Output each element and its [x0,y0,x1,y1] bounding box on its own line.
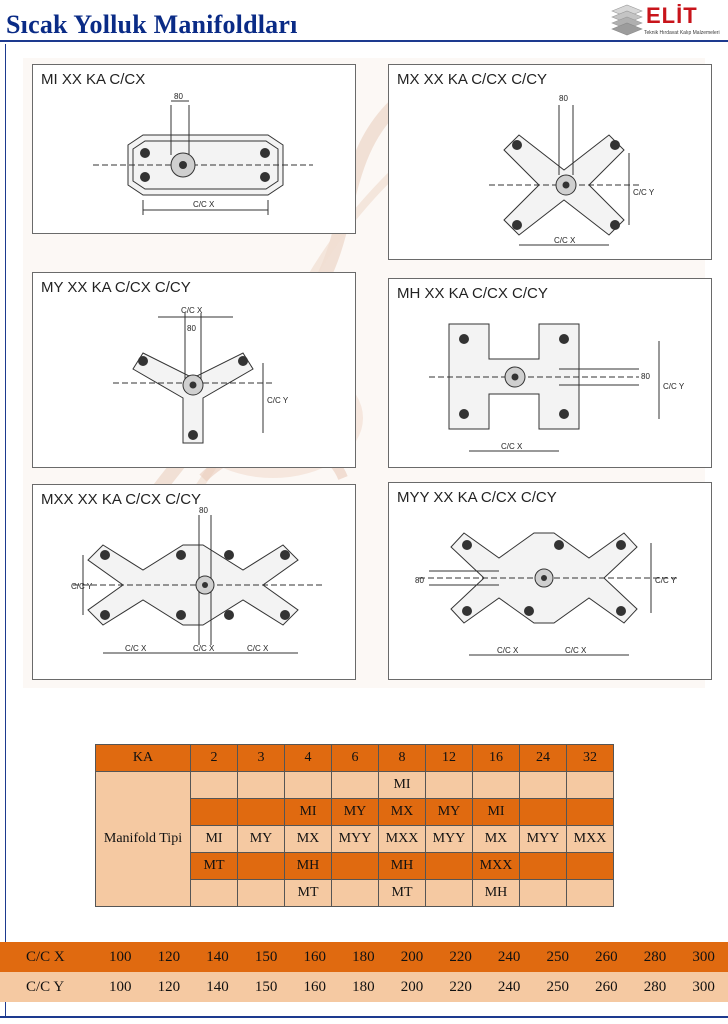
header-rule [0,40,728,42]
table-cell: 260 [582,942,631,972]
diagram-panel-mh [388,278,712,468]
footer-rule [0,1016,728,1018]
manifold-mx-drawing [389,65,711,259]
manifold-myy-drawing [389,483,711,679]
table-cell: 240 [485,942,534,972]
table-cell: MX [473,826,520,853]
table-cell: 150 [242,942,291,972]
table-cell: 250 [533,942,582,972]
table-header-cell: 6 [332,745,379,772]
table-cell: 160 [290,942,339,972]
table-cell: 100 [96,972,145,1002]
table-cell [520,853,567,880]
table-cell: MH [473,880,520,907]
table-cell: 150 [242,972,291,1002]
table-cell: 120 [145,972,194,1002]
table-cell: MX [285,826,332,853]
panel-title: MH XX KA C/CX C/CY [397,285,548,302]
table-cell: MXX [379,826,426,853]
dim-label: C/C X [193,644,215,653]
panel-title: MI XX KA C/CX [41,71,146,88]
manifold-mh-drawing [389,279,711,467]
table-header-cell: 16 [473,745,520,772]
table-cell: 260 [582,972,631,1002]
table-header-cell: 8 [379,745,426,772]
cc-distance-table [0,942,728,1002]
row-label-manifold-tipi: Manifold Tipi [96,772,191,907]
table-cell: 200 [388,942,437,972]
table-cell [520,799,567,826]
table-cell [191,772,238,799]
manifold-my-drawing [33,273,355,467]
table-cell: MXX [473,853,520,880]
table-cell [238,772,285,799]
logo-wordmark: ELİT [646,3,698,28]
dim-label: C/C X [497,646,519,655]
panel-title: MY XX KA C/CX C/CY [41,279,191,296]
manifold-mi-drawing [33,65,355,233]
table-cell [238,853,285,880]
table-cell: 140 [193,942,242,972]
dim-label: C/C Y [71,582,93,591]
dim-label: C/C Y [267,396,289,405]
table-cell: MY [426,799,473,826]
table-cell: MT [285,880,332,907]
dim-label: 80 [199,506,208,515]
table-cell: MI [379,772,426,799]
dim-label: C/C X [501,442,523,451]
table-header-cell: 4 [285,745,332,772]
table-cell: MI [285,799,332,826]
table-cell [473,772,520,799]
dim-label: C/C Y [633,188,655,197]
table-cell [567,880,614,907]
page-title: Sıcak Yolluk Manifoldları [6,10,298,39]
table-cell: 300 [679,942,728,972]
panel-title: MYY XX KA C/CX C/CY [397,489,557,506]
table-cell [426,772,473,799]
table-cell: 240 [485,972,534,1002]
dim-label: C/C Y [663,382,685,391]
manifold-mxx-drawing [33,485,355,679]
table-cell [238,880,285,907]
dim-label: C/C Y [655,576,677,585]
table-cell: 180 [339,972,388,1002]
diagram-panel-my [32,272,356,468]
table-cell: 180 [339,942,388,972]
table-cell: 120 [145,942,194,972]
table-cell: MYY [426,826,473,853]
dim-label: 80 [174,92,183,101]
table-cell [520,880,567,907]
dim-label: C/C X [565,646,587,655]
table-cell [567,772,614,799]
dim-label: C/C X [554,236,576,245]
table-cell: 280 [631,972,680,1002]
table-cell: 280 [631,942,680,972]
logo-tagline: Teknik Hırdavat Kalıp Malzemeleri [644,30,720,36]
table-cell: 220 [436,972,485,1002]
table-cell: MT [379,880,426,907]
table-cell: MT [191,853,238,880]
table-row-ccy [0,972,728,1002]
table-header-cell: 32 [567,745,614,772]
dim-label: 80 [559,94,568,103]
table-header-cell: 2 [191,745,238,772]
ka-manifold-table [95,744,614,907]
table-cell [567,799,614,826]
diagram-panel-myy [388,482,712,680]
diagram-panel-mxx [32,484,356,680]
table-cell: MY [238,826,285,853]
table-cell [285,772,332,799]
table-cell: 100 [96,942,145,972]
table-cell: MI [191,826,238,853]
table-cell: MXX [567,826,614,853]
table-cell: MI [473,799,520,826]
table-cell [332,772,379,799]
table-cell: MH [285,853,332,880]
row-label: C/C X [0,942,96,972]
table-row [96,772,614,799]
table-cell: MYY [332,826,379,853]
table-header-cell: KA [96,745,191,772]
table-cell [238,799,285,826]
row-label: C/C Y [0,972,96,1002]
table-cell: MX [379,799,426,826]
diagram-panel-mi [32,64,356,234]
table-cell: 200 [388,972,437,1002]
dim-label: C/C X [181,306,203,315]
table-cell [426,853,473,880]
table-cell [332,880,379,907]
dim-label: 80 [187,324,196,333]
elit-logo [610,3,722,39]
dim-label: C/C X [193,200,215,209]
diagram-panel-mx [388,64,712,260]
dim-label: C/C X [125,644,147,653]
table-header-cell: 12 [426,745,473,772]
table-cell [332,853,379,880]
table-cell: 250 [533,972,582,1002]
dim-label: C/C X [247,644,269,653]
table-cell: MY [332,799,379,826]
table-cell: MH [379,853,426,880]
table-cell: 160 [290,972,339,1002]
table-cell [426,880,473,907]
table-cell [191,880,238,907]
table-row-ccx [0,942,728,972]
logo-stack-icon [610,3,644,37]
table-cell: 300 [679,972,728,1002]
table-header-cell: 3 [238,745,285,772]
table-cell [567,853,614,880]
table-cell [191,799,238,826]
dim-label: 80 [641,372,650,381]
table-header-cell: 24 [520,745,567,772]
panel-title: MX XX KA C/CX C/CY [397,71,548,88]
table-cell: MYY [520,826,567,853]
panel-title: MXX XX KA C/CX C/CY [41,491,202,508]
table-cell: 140 [193,972,242,1002]
table-cell: 220 [436,942,485,972]
dim-label: 80 [415,576,424,585]
table-header-row [96,745,614,772]
table-cell [520,772,567,799]
